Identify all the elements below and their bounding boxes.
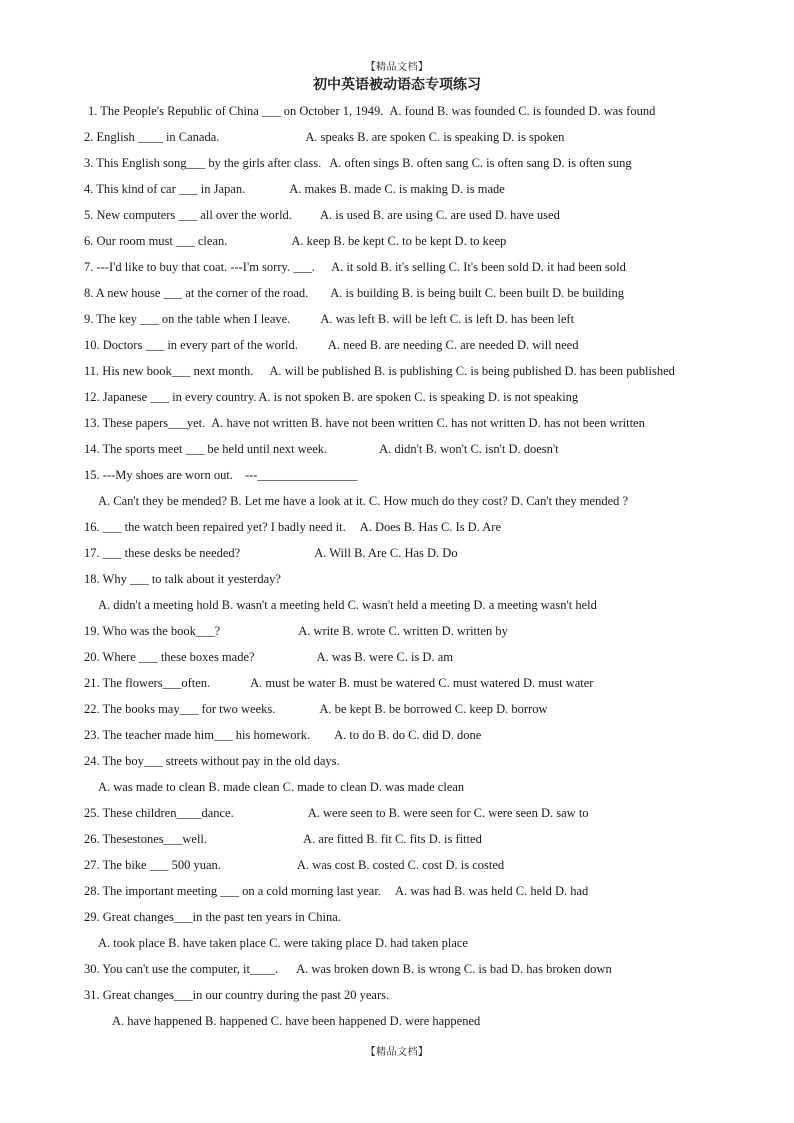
question-line [84, 956, 744, 982]
question-stem: 15. ---My shoes are worn out. [84, 468, 233, 482]
answer-options: A. didn't a meeting hold B. wasn't a meeting held C. wasn't held a meeting D. a meeting wasn't held [98, 598, 597, 612]
question-stem: 7. ---I'd like to buy that coat. ---I'm sorry. ___. [84, 260, 316, 274]
question-line [84, 722, 744, 748]
answer-options: A. Does B. Has C. Is D. Are [359, 520, 502, 534]
answer-options: A. is used B. are using C. are used D. have used [319, 208, 560, 222]
question-line [84, 540, 744, 566]
option-line [84, 488, 744, 514]
question-stem: 16. ___ the watch been repaired yet? I badly need it. [84, 520, 346, 534]
answer-options: A. write B. wrote C. written D. written by [298, 624, 508, 638]
question-stem: 17. ___ these desks be needed? [84, 546, 241, 560]
question-stem: 27. The bike ___ 500 yuan. [84, 858, 221, 872]
header-tag: 【精品文档】 [365, 62, 429, 73]
answer-options: A. found B. was founded C. is founded D. was found [389, 104, 656, 118]
question-stem: 22. The books may___ for two weeks. [84, 702, 276, 716]
question-stem: 1. The People's Republic of China ___ on October 1, 1949. [88, 104, 384, 118]
answer-options: A. be kept B. be borrowed C. keep D. borrow [319, 702, 548, 716]
question-line [84, 124, 744, 150]
question-line [84, 462, 744, 488]
option-line [84, 592, 744, 618]
option-line [84, 930, 744, 956]
option-line [84, 1008, 744, 1034]
question-stem: 4. This kind of car ___ in Japan. [84, 182, 246, 196]
question-stem: 20. Where ___ these boxes made? [84, 650, 255, 664]
question-line [84, 982, 744, 1008]
footer-tag: 【精品文档】 [365, 1047, 429, 1058]
answer-options: A. are fitted B. fit C. fits D. is fitted [303, 832, 482, 846]
question-list [84, 98, 744, 1034]
question-stem: 30. You can't use the computer, it____. [84, 962, 279, 976]
question-line [84, 358, 744, 384]
question-stem: 24. The boy___ streets without pay in the old days. [84, 754, 340, 768]
question-stem: 3. This English song___ by the girls after class. [84, 156, 322, 170]
question-line [84, 826, 744, 852]
question-stem: 19. Who was the book___? [84, 624, 221, 638]
answer-options: A. were seen to B. were seen for C. were seen D. saw to [307, 806, 589, 820]
question-line [84, 98, 744, 124]
question-line [84, 644, 744, 670]
answer-options: A. need B. are needing C. are needed D. will need [327, 338, 579, 352]
question-stem: 11. His new book___ next month. [84, 364, 254, 378]
question-stem: 18. Why ___ to talk about it yesterday? [84, 572, 281, 586]
question-line [84, 410, 744, 436]
question-line [84, 878, 744, 904]
question-line [84, 150, 744, 176]
answer-options: A. was had B. was held C. held D. had [394, 884, 589, 898]
answer-options: A. Can't they be mended? B. Let me have a look at it. C. How much do they cost? D. Can't they mended ? [98, 494, 629, 508]
question-stem: 29. Great changes___in the past ten years in China. [84, 910, 341, 924]
answer-options: A. often sings B. often sang C. is often sang D. is often sung [329, 156, 632, 170]
question-stem: 5. New computers ___ all over the world. [84, 208, 292, 222]
question-line [84, 176, 744, 202]
question-line [84, 514, 744, 540]
question-stem: 28. The important meeting ___ on a cold morning last year. [84, 884, 381, 898]
question-line [84, 748, 744, 774]
answer-options: A. didn't B. won't C. isn't D. doesn't [379, 442, 559, 456]
question-stem: 9. The key ___ on the table when I leave. [84, 312, 291, 326]
question-stem: 23. The teacher made him___ his homework. [84, 728, 311, 742]
question-line [84, 670, 744, 696]
answer-options: A. keep B. be kept C. to be kept D. to keep [291, 234, 507, 248]
question-line [84, 384, 744, 410]
question-stem: 12. Japanese ___ in every country. [84, 390, 257, 404]
answer-options: A. will be published B. is publishing C. is being published D. has been published [269, 364, 675, 378]
answer-options: A. makes B. made C. is making D. is made [289, 182, 505, 196]
answer-options: A. have happened B. happened C. have been happened D. were happened [112, 1014, 481, 1028]
answer-options: A. took place B. have taken place C. were taking place D. had taken place [98, 936, 468, 950]
answer-options: A. was made to clean B. made clean C. made to clean D. was made clean [98, 780, 465, 794]
answer-options: A. must be water B. must be watered C. must watered D. must water [250, 676, 594, 690]
answer-options: A. have not written B. have not been written C. has not written D. has not been written [211, 416, 645, 430]
question-line [84, 566, 744, 592]
answer-options: A. it sold B. it's selling C. It's been sold D. it had been sold [331, 260, 626, 274]
question-stem: 2. English ____ in Canada. [84, 130, 220, 144]
question-stem: 21. The flowers___often. [84, 676, 211, 690]
question-line [84, 332, 744, 358]
question-line [84, 228, 744, 254]
question-stem: 14. The sports meet ___ be held until next week. [84, 442, 328, 456]
question-line [84, 254, 744, 280]
answer-options: A. was broken down B. is wrong C. is bad D. has broken down [296, 962, 612, 976]
question-line [84, 618, 744, 644]
answer-options: A. to do B. do C. did D. done [334, 728, 482, 742]
page-title: 初中英语被动语态专项练习 [313, 77, 481, 93]
answer-options: A. is not spoken B. are spoken C. is speaking D. is not speaking [258, 390, 579, 404]
answer-options: A. was B. were C. is D. am [316, 650, 453, 664]
question-line [84, 696, 744, 722]
option-line [84, 774, 744, 800]
answer-options: A. is building B. is being built C. been built D. be building [330, 286, 624, 300]
question-stem: 25. These children____dance. [84, 806, 234, 820]
question-stem: 26. Thesestones___well. [84, 832, 208, 846]
question-stem: 31. Great changes___in our country during the past 20 years. [84, 988, 390, 1002]
question-line [84, 904, 744, 930]
answer-options: A. was cost B. costed C. cost D. is costed [296, 858, 505, 872]
answer-options: A. Will B. Are C. Has D. Do [314, 546, 458, 560]
question-stem: 10. Doctors ___ in every part of the world. [84, 338, 298, 352]
question-line [84, 280, 744, 306]
question-line [84, 202, 744, 228]
question-stem: 6. Our room must ___ clean. [84, 234, 228, 248]
question-line [84, 306, 744, 332]
question-line [84, 436, 744, 462]
answer-options: A. was left B. will be left C. is left D. has been left [320, 312, 575, 326]
question-stem: 8. A new house ___ at the corner of the road. [84, 286, 309, 300]
answer-options: A. speaks B. are spoken C. is speaking D. is spoken [305, 130, 565, 144]
question-line [84, 800, 744, 826]
question-line [84, 852, 744, 878]
answer-options: ---________________ [244, 468, 358, 482]
question-stem: 13. These papers___yet. [84, 416, 206, 430]
